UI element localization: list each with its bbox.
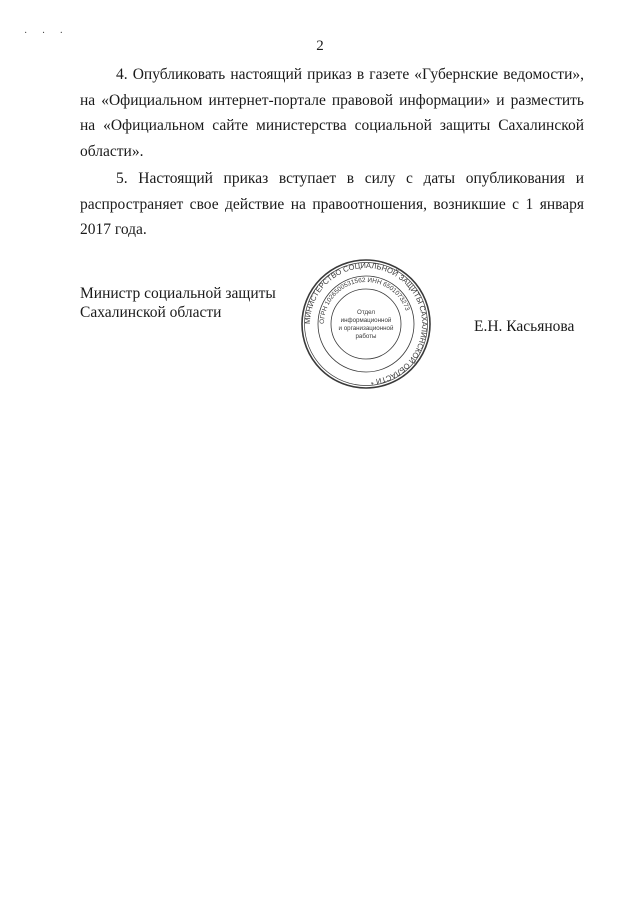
- page-number: 2: [316, 38, 324, 54]
- seal-outer-textpath: МИНИСТЕРСТВО СОЦИАЛЬНОЙ ЗАЩИТЫ САХАЛИНСКОЙ ОБЛАСТИ *: [302, 260, 430, 387]
- seal-center-line4: работы: [355, 333, 377, 340]
- signer-title: [80, 284, 276, 322]
- paragraph-4: [80, 62, 584, 164]
- paragraph-text: Опубликовать настоящий приказ в газете «Губернские ведомости», на «Официальном интернет-портале правовой информации» и разместить на «Официальном сайте министерства социальной защиты Сахалинской области».: [80, 66, 585, 160]
- signer-name: Е.Н. Касьянова: [474, 318, 575, 335]
- paragraph-text: Настоящий приказ вступает в силу с даты опубликования и распространяет свое действие на правоотношения, возникшие с 1 января 2017 года.: [80, 170, 585, 238]
- signer-title-line2: Сахалинской области: [80, 304, 222, 321]
- seal-inner-textpath: ОГРН 1026500531562 ИНН 6501073273: [318, 276, 411, 325]
- paragraph-number: 5.: [116, 170, 128, 187]
- seal-center-line3: и организационной: [338, 325, 394, 332]
- paragraph-number: 4.: [116, 66, 128, 83]
- seal-center-line1: Отдел: [357, 309, 375, 316]
- official-seal: [300, 258, 432, 390]
- stray-marks: · · ·: [24, 28, 69, 39]
- paragraph-5: [80, 166, 584, 243]
- seal-graphic: [300, 258, 432, 390]
- seal-center-line2: информационной: [340, 317, 392, 324]
- signer-title-line1: Министр социальной защиты: [80, 285, 276, 302]
